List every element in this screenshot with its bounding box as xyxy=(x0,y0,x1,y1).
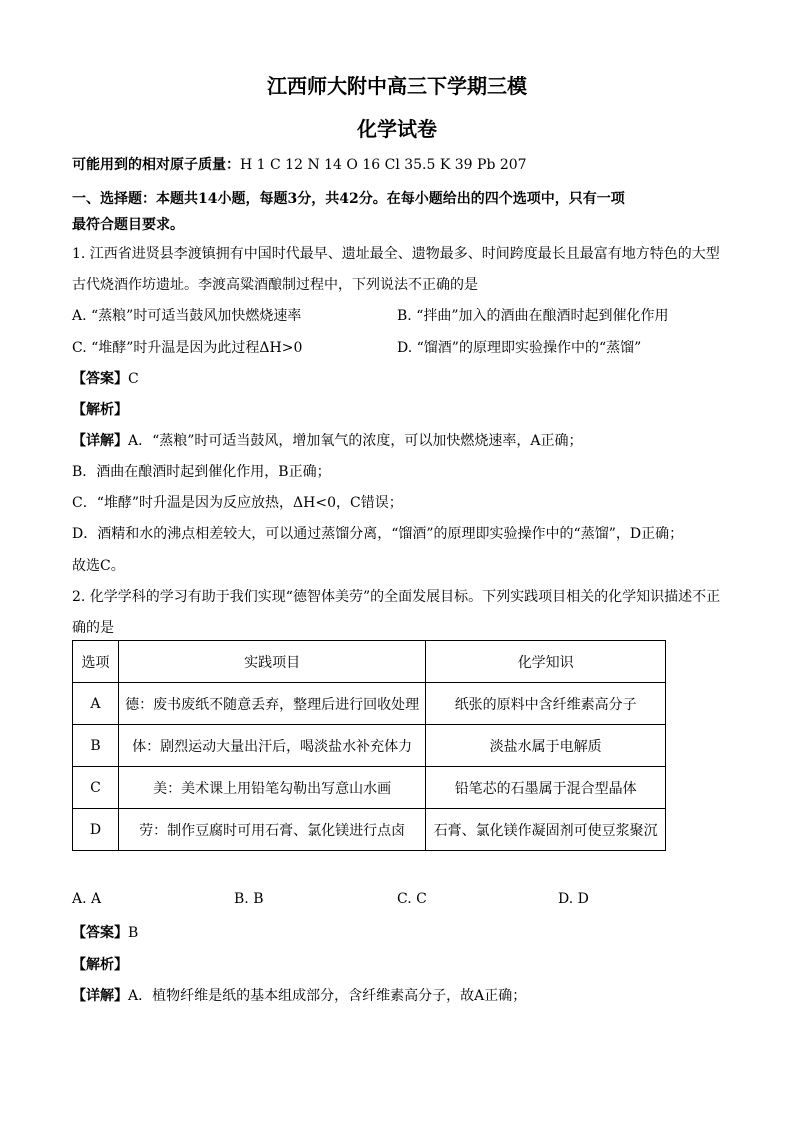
q2-stem-line1: 2. 化学学科的学习有助于我们实现“德智体美劳”的全面发展目标。下列实践项目相关的化学知识描述不正 xyxy=(72,589,721,605)
q2-answer xyxy=(72,922,138,942)
q2-analysis-tag: 【解析】 xyxy=(72,957,128,973)
q2-option-a: A. A xyxy=(72,891,102,907)
q2-detail-tag: 【详解】 xyxy=(72,988,128,1004)
q1-option-c: C. “堆酵”时升温是因为此过程ΔH>0 xyxy=(72,340,303,356)
section1-heading-line1: 一、选择题：本题共14小题，每题3分，共42分。在每小题给出的四个选项中，只有一项 xyxy=(72,191,625,207)
table-cell: 铅笔芯的石墨属于混合型晶体 xyxy=(426,767,666,809)
q1-answer-value: C xyxy=(128,371,139,387)
q1-detail-line4: D．酒精和水的沸点相差较大，可以通过蒸馏分离，“馏酒”的原理即实验操作中的“蒸馏”，D正确； xyxy=(72,526,684,542)
q2-answer-tag: 【答案】 xyxy=(72,925,128,941)
table-cell: 体：剧烈运动大量出汗后，喝淡盐水补充体力 xyxy=(118,725,425,767)
table-cell: 淡盐水属于电解质 xyxy=(426,725,666,767)
table-cell: B xyxy=(73,725,119,767)
table-row xyxy=(73,725,666,767)
q2-table-header-row xyxy=(73,641,666,683)
section1-heading-line2: 最符合题目要求。 xyxy=(72,217,184,233)
q1-detail-line2: B．酒曲在酿酒时起到催化作用，B正确； xyxy=(72,464,331,480)
q2-option-d: D. D xyxy=(558,891,589,907)
table-cell: 美：美术课上用铅笔勾勒出写意山水画 xyxy=(118,767,425,809)
table-cell: 石膏、氯化镁作凝固剂可使豆浆聚沉 xyxy=(426,809,666,851)
q1-conclusion: 故选C。 xyxy=(72,558,125,574)
atomic-masses-label: 可能用到的相对原子质量： xyxy=(72,157,240,173)
q1-detail-text1: A．“蒸粮”时可适当鼓风，增加氧气的浓度，可以加快燃烧速率，A正确； xyxy=(128,433,583,449)
table-cell: D xyxy=(73,809,119,851)
q1-answer-tag: 【答案】 xyxy=(72,371,128,387)
q1-stem-line1: 1. 江西省进贤县李渡镇拥有中国时代最早、遗址最全、遗物最多、时间跨度最长且最富有地方特色的大型 xyxy=(72,246,720,262)
q2-detail-text1: A．植物纤维是纸的基本组成部分，含纤维素高分子，故A正确； xyxy=(128,988,527,1004)
atomic-masses-values: H 1 C 12 N 14 O 16 Cl 35.5 K 39 Pb 207 xyxy=(240,157,527,173)
q2-table-header-knowledge: 化学知识 xyxy=(426,641,666,683)
q1-option-a: A. “蒸粮”时可适当鼓风加快燃烧速率 xyxy=(72,308,302,324)
q1-stem-line2: 古代烧酒作坊遗址。李渡高粱酒酿制过程中，下列说法不正确的是 xyxy=(72,277,478,293)
q2-option-b: B. B xyxy=(234,891,264,907)
atomic-masses-line xyxy=(72,154,527,174)
q2-table xyxy=(72,640,666,851)
q1-option-b: B. “拌曲”加入的酒曲在酿酒时起到催化作用 xyxy=(397,308,669,324)
q1-detail-line3: C．“堆酵”时升温是因为反应放热，ΔH<0，C错误； xyxy=(72,495,403,511)
q2-option-c: C. C xyxy=(397,891,427,907)
exam-subtitle: 化学试卷 xyxy=(357,117,437,141)
table-row xyxy=(73,683,666,725)
table-cell: 德：废书废纸不随意丢弃，整理后进行回收处理 xyxy=(118,683,425,725)
q2-stem-line2: 确的是 xyxy=(72,620,114,636)
q1-option-d: D. “馏酒”的原理即实验操作中的“蒸馏” xyxy=(397,340,642,356)
table-cell: 纸张的原料中含纤维素高分子 xyxy=(426,683,666,725)
q2-answer-value: B xyxy=(128,925,139,941)
table-row xyxy=(73,767,666,809)
table-cell: 劳：制作豆腐时可用石膏、氯化镁进行点卤 xyxy=(118,809,425,851)
exam-title: 江西师大附中高三下学期三模 xyxy=(267,74,527,98)
q2-detail-line1 xyxy=(72,985,526,1005)
q1-detail-line1 xyxy=(72,430,583,450)
q1-answer xyxy=(72,368,139,388)
table-row xyxy=(73,809,666,851)
q2-table-header-option: 选项 xyxy=(73,641,119,683)
table-cell: C xyxy=(73,767,119,809)
q1-analysis-tag: 【解析】 xyxy=(72,402,128,418)
table-cell: A xyxy=(73,683,119,725)
q1-detail-tag: 【详解】 xyxy=(72,433,128,449)
q2-table-header-project: 实践项目 xyxy=(118,641,425,683)
